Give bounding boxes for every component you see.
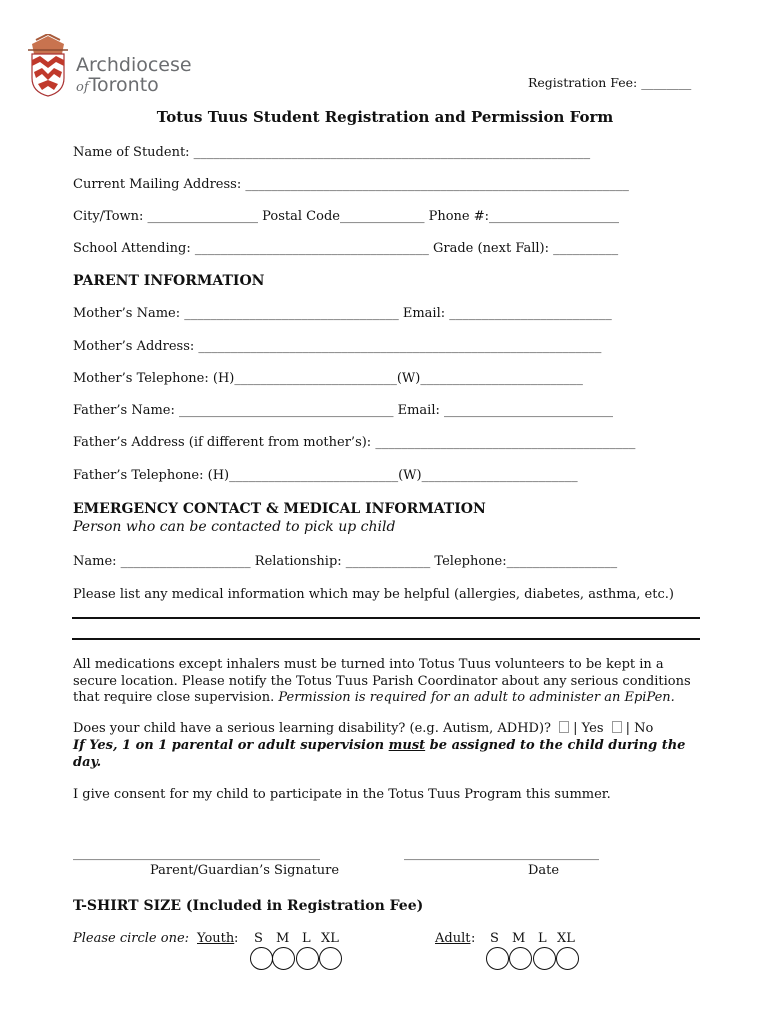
mother-phone-field[interactable]: Mother’s Telephone: (H)_________________________(W)_________________________ [73, 371, 583, 386]
page-title: Totus Tuus Student Registration and Permission Form [156, 108, 614, 126]
youth-circle-s[interactable] [250, 947, 273, 970]
org-line-1: Archdiocese [76, 54, 192, 76]
tshirt-instruction: Please circle one: [73, 931, 190, 946]
adult-circle-l[interactable] [533, 947, 556, 970]
epipen-text: Permission is required for an adult to administer an EpiPen. [278, 690, 675, 705]
adult-size-s[interactable]: S [490, 931, 499, 946]
supervision-text-a: If Yes, 1 on 1 parental or adult supervision [73, 738, 389, 753]
signature-line[interactable]: ______________________________________ [73, 846, 320, 861]
emergency-subheading: Person who can be contacted to pick up child [73, 519, 396, 535]
mailing-address-field[interactable]: Current Mailing Address: ___________________________________________________________ [73, 177, 629, 192]
adult-size-m[interactable]: M [512, 931, 526, 946]
adult-circle-s[interactable] [486, 947, 509, 970]
supervision-must: must [388, 738, 426, 753]
disability-question [73, 721, 703, 738]
date-label: Date [528, 863, 560, 878]
youth-size-xl[interactable]: XL [321, 931, 339, 946]
adult-circle-xl[interactable] [556, 947, 579, 970]
medications-note [73, 657, 703, 707]
youth-colon: : [234, 931, 239, 946]
consent-statement: I give consent for my child to participate in the Totus Tuus Program this summer. [73, 787, 611, 802]
father-name-email-field[interactable]: Father’s Name: _________________________________ Email: __________________________ [73, 403, 614, 418]
supervision-note [73, 738, 703, 771]
archdiocese-crest-icon [26, 34, 70, 98]
date-line[interactable]: ______________________________ [404, 846, 599, 861]
no-checkbox[interactable] [612, 721, 622, 733]
youth-circle-l[interactable] [296, 947, 319, 970]
adult-colon: : [471, 931, 476, 946]
org-toronto: Toronto [88, 74, 159, 96]
organization-name [76, 55, 192, 98]
adult-circle-m[interactable] [509, 947, 532, 970]
adult-size-l[interactable]: L [538, 931, 547, 946]
city-postal-phone-field[interactable]: City/Town: _________________ Postal Code_____________ Phone #:____________________ [73, 209, 620, 224]
youth-size-l[interactable]: L [302, 931, 311, 946]
registration-fee-field[interactable]: Registration Fee: ________ [528, 75, 692, 90]
youth-size-m[interactable]: M [276, 931, 290, 946]
medications-text: All medications except inhalers must be turned into Totus Tuus volunteers to be kept in a secure location. Please notify the Totus Tuus Parish Coordinator about any serious conditions that require close supervision. [73, 657, 691, 705]
signature-label: Parent/Guardian’s Signature [150, 863, 340, 878]
tshirt-heading: T-SHIRT SIZE (Included in Registration Fee) [73, 898, 424, 914]
father-phone-field[interactable]: Father’s Telephone: (H)__________________________(W)________________________ [73, 468, 578, 483]
medical-info-prompt: Please list any medical information which may be helpful (allergies, diabetes, asthma, etc.) [73, 587, 674, 602]
yes-checkbox[interactable] [559, 721, 569, 733]
adult-size-xl[interactable]: XL [557, 931, 575, 946]
medical-line-1[interactable] [72, 617, 700, 619]
org-of: of [76, 80, 89, 95]
disability-question-text: Does your child have a serious learning disability? (e.g. Autism, ADHD)? [73, 721, 552, 736]
parent-info-heading: PARENT INFORMATION [73, 273, 265, 289]
youth-circle-xl[interactable] [319, 947, 342, 970]
no-label: | No [625, 721, 654, 736]
supervision-text-b: be assigned to the child during the day. [73, 738, 686, 770]
emergency-heading: EMERGENCY CONTACT & MEDICAL INFORMATION [73, 501, 486, 517]
mother-address-field[interactable]: Mother’s Address: ______________________________________________________________ [73, 339, 602, 354]
school-grade-field[interactable]: School Attending: ____________________________________ Grade (next Fall): __________ [73, 241, 619, 256]
youth-label: Youth [197, 931, 235, 946]
emergency-contact-field[interactable]: Name: ____________________ Relationship: _____________ Telephone:_________________ [73, 554, 618, 569]
org-line-2 [76, 75, 192, 98]
student-name-field[interactable]: Name of Student: _____________________________________________________________ [73, 145, 591, 160]
father-address-field[interactable]: Father’s Address (if different from mother’s): ________________________________________ [73, 435, 636, 450]
mother-name-email-field[interactable]: Mother’s Name: _________________________________ Email: _________________________ [73, 306, 612, 321]
youth-circle-m[interactable] [272, 947, 295, 970]
medical-line-2[interactable] [72, 638, 700, 640]
adult-label: Adult [435, 931, 471, 946]
youth-size-s[interactable]: S [254, 931, 263, 946]
yes-label: | Yes [573, 721, 604, 736]
